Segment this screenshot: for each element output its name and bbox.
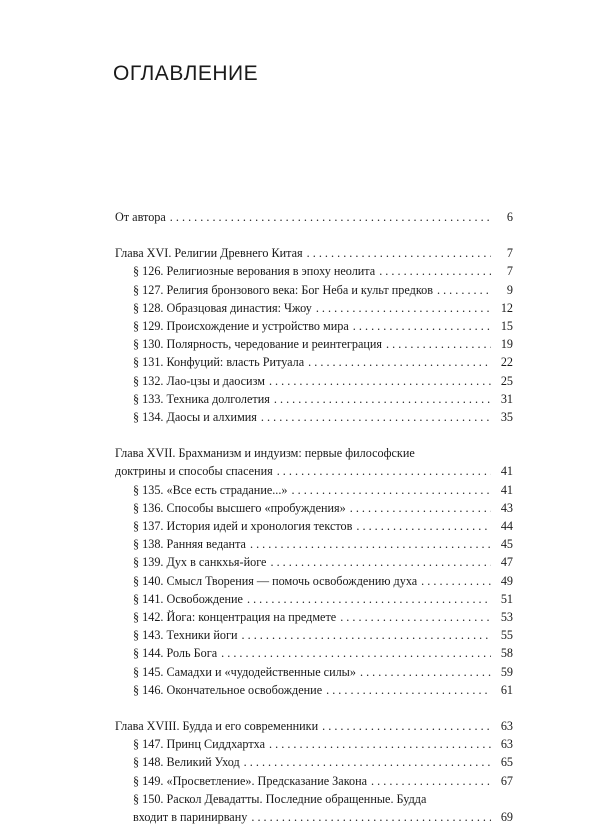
toc-entry-page: 15 [500,319,513,334]
dot-leader [437,281,491,299]
dot-leader [269,735,491,753]
dot-leader [353,317,491,335]
toc-entry-label: § 137. История идей и хронология текстов [133,519,353,534]
toc-entry-page: 47 [500,555,513,570]
toc-entry-label: § 126. Религиозные верования в эпоху неолита [133,264,376,279]
toc-section-144[interactable] [115,644,513,662]
toc-entry-label: От автора [115,210,166,224]
toc-entry-page: 63 [500,719,513,734]
dot-leader [356,517,491,535]
toc-section-147[interactable] [115,735,513,753]
dot-leader [322,717,491,735]
toc-entry-label: § 138. Ранняя веданта [133,537,246,552]
dot-leader [326,681,491,699]
table-of-contents [115,208,513,826]
toc-entry-label: § 140. Смысл Творения — помочь освобождению духа [133,573,418,588]
toc-entry-page: 9 [506,282,513,297]
toc-entry-page: 69 [500,810,513,825]
toc-section-131[interactable] [115,353,513,371]
toc-entry-foreword[interactable] [115,208,513,226]
toc-entry-page: 22 [500,355,513,370]
toc-entry-page: 25 [500,373,513,388]
dot-leader [221,644,491,662]
dot-leader [270,553,491,571]
toc-section-142[interactable] [115,608,513,626]
toc-entry-page: 63 [500,737,513,752]
toc-entry-page: 59 [500,664,513,679]
toc-entry-page: 41 [500,482,513,497]
toc-section-129[interactable] [115,317,513,335]
toc-section-141[interactable] [115,590,513,608]
toc-section-135[interactable] [115,481,513,499]
toc-chapter-label-line2: доктрины и способы спасения [115,464,273,479]
toc-chapter-16[interactable] [115,244,513,262]
dot-leader [244,753,491,771]
toc-entry-page: 31 [500,391,513,406]
toc-chapter-label: Глава XVI. Религии Древнего Китая [115,246,303,261]
toc-entry-label: § 146. Окончательное освобождение [133,682,323,697]
toc-entry-page: 55 [500,628,513,643]
toc-entry-label-line2: входит в паринирвану [133,810,248,825]
dot-leader [261,408,491,426]
toc-entry-page: 53 [500,610,513,625]
toc-entry-page: 65 [500,755,513,770]
toc-entry-page: 19 [500,337,513,352]
toc-entry-page: 43 [500,500,513,515]
toc-entry-page: 67 [500,773,513,788]
toc-entry-label: § 127. Религия бронзового века: Бог Неба и культ предков [133,282,433,297]
toc-section-126[interactable] [115,262,513,280]
dot-leader [251,808,491,826]
toc-entry-page: 44 [500,519,513,534]
toc-chapter-label-line1: Глава XVII. Брахманизм и индуизм: первые философские [115,446,415,461]
toc-section-149[interactable] [115,772,513,790]
toc-section-140[interactable] [115,572,513,590]
toc-entry-page: 35 [500,410,513,425]
toc-section-136[interactable] [115,499,513,517]
toc-section-146[interactable] [115,681,513,699]
toc-entry-label: § 141. Освобождение [133,591,243,606]
toc-entry-label-line1: § 150. Раскол Девадатты. Последние обращенные. Будда [133,791,427,806]
toc-section-150[interactable] [115,790,513,826]
toc-entry-page: 7 [506,264,513,279]
toc-entry-page: 58 [500,646,513,661]
dot-leader [340,608,491,626]
toc-section-145[interactable] [115,663,513,681]
toc-section-138[interactable] [115,535,513,553]
dot-leader [269,372,491,390]
toc-entry-label: § 136. Способы высшего «пробуждения» [133,500,346,515]
page-title: ОГЛАВЛЕНИЕ [113,62,259,85]
toc-section-133[interactable] [115,390,513,408]
toc-entry-label: § 148. Великий Уход [133,755,240,770]
toc-entry-label: § 133. Техника долголетия [133,391,270,406]
toc-entry-page: 45 [500,537,513,552]
toc-entry-page: 7 [506,246,513,261]
toc-section-148[interactable] [115,753,513,771]
dot-leader [379,262,491,280]
toc-entry-page: 51 [500,591,513,606]
toc-entry-page: 6 [506,210,513,224]
dot-leader [350,499,491,517]
toc-entry-page: 49 [500,573,513,588]
toc-entry-label: § 142. Йога: концентрация на предмете [133,610,337,625]
dot-leader [316,299,491,317]
toc-chapter-17[interactable] [115,444,513,480]
dot-leader [170,208,491,226]
dot-leader [360,663,491,681]
toc-entry-label: § 149. «Просветление». Предсказание Закона [133,773,368,788]
toc-section-128[interactable] [115,299,513,317]
dot-leader [250,535,491,553]
toc-entry-label: § 131. Конфуций: власть Ритуала [133,355,305,370]
toc-entry-label: § 129. Происхождение и устройство мира [133,319,349,334]
toc-chapter-label: Глава XVIII. Будда и его современники [115,719,319,734]
toc-entry-page: 61 [500,682,513,697]
dot-leader [242,626,491,644]
toc-entry-label: § 147. Принц Сиддхартха [133,737,266,752]
dot-leader [421,572,491,590]
toc-section-132[interactable] [115,372,513,390]
dot-leader [292,481,492,499]
toc-entry-page: 12 [500,300,513,315]
dot-leader [274,390,491,408]
toc-entry-label: § 132. Лао-цзы и даосизм [133,373,265,388]
toc-section-143[interactable] [115,626,513,644]
dot-leader [371,772,491,790]
toc-section-134[interactable] [115,408,513,426]
toc-section-130[interactable] [115,335,513,353]
toc-entry-page: 41 [500,464,513,479]
toc-entry-label: § 145. Самадхи и «чудодейственные силы» [133,664,356,679]
dot-leader [386,335,491,353]
toc-entry-label: § 139. Дух в санкхья-йоге [133,555,267,570]
toc-entry-label: § 130. Полярность, чередование и реинтеграция [133,337,383,352]
dot-leader [277,462,491,480]
toc-entry-label: § 144. Роль Бога [133,646,218,661]
dot-leader [308,353,491,371]
toc-entry-label: § 134. Даосы и алхимия [133,410,257,425]
toc-entry-label: § 128. Образцовая династия: Чжоу [133,300,312,315]
dot-leader [307,244,491,262]
dot-leader [247,590,491,608]
toc-section-139[interactable] [115,553,513,571]
toc-entry-label: § 143. Техники йоги [133,628,238,643]
toc-chapter-18[interactable] [115,717,513,735]
toc-entry-label: § 135. «Все есть страдание...» [133,482,288,497]
toc-section-127[interactable] [115,281,513,299]
toc-section-137[interactable] [115,517,513,535]
